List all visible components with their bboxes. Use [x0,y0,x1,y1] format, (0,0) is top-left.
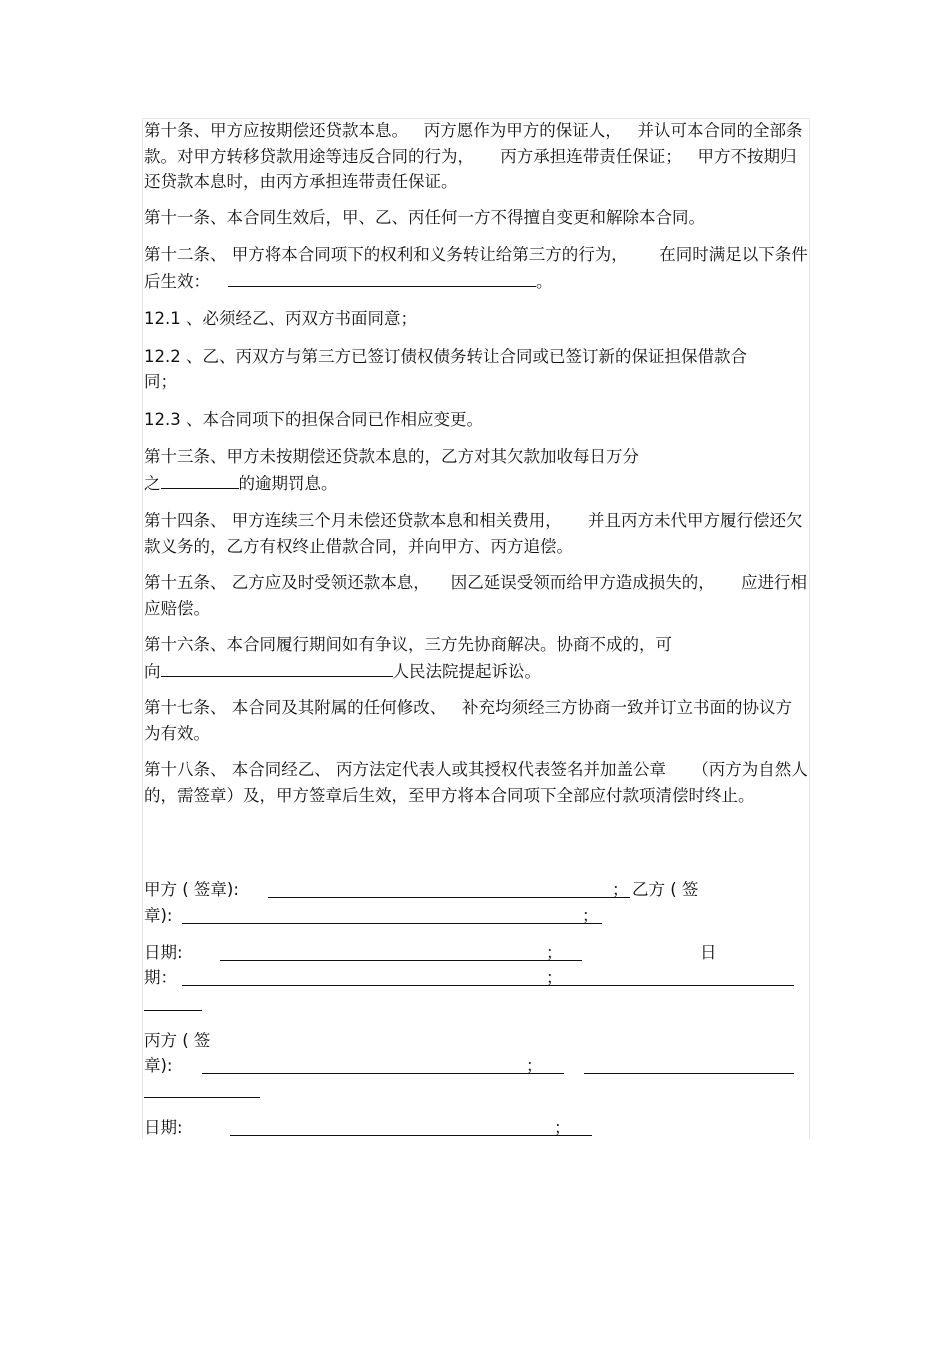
party-a-semicolon: ； [612,880,629,899]
article-12-blank [228,268,536,287]
date-a-semicolon: ； [546,943,563,962]
date-b-label-2: 期： [144,968,177,987]
party-c-signature-line [202,1073,564,1074]
contract-body [144,118,808,819]
date-a-label: 日期: [144,943,183,962]
article-12 [144,242,808,294]
party-a-signature-line [268,897,630,898]
party-c-semicolon: ； [526,1056,543,1075]
party-c-label-1: 丙方 ( 签 [144,1031,211,1050]
date-a-line [220,960,582,961]
article-12-text: 第十二条、 甲方将本合同项下的权利和义务转让给第三方的行为， 在同时满足以下条件后生效： [144,245,808,291]
clause-12-2: 12.2 、乙、丙双方与第三方已签订债权债务转让合同或已签订新的保证担保借款合同； [144,346,747,391]
date-b-semicolon: ； [546,968,563,987]
party-c-extra-line-continued [144,1097,260,1098]
article-11: 第十一条、本合同生效后，甲、乙、丙任何一方不得擅自变更和解除本合同。 [144,207,705,227]
article-13-suffix: 的逾期罚息。 [238,473,338,493]
article-13-text: 第十三条、甲方未按期偿还贷款本息的，乙方对其欠款加收每日万分 [144,447,639,466]
date-b-line [182,985,794,986]
article-16 [144,632,808,684]
date-c-semicolon: ； [554,1118,571,1137]
date-b-label-1: 日 [700,943,717,962]
article-16-text: 第十六条、本合同履行期间如有争议，三方先协商解决。协商不成的，可 [144,635,672,654]
party-b-semicolon: ； [582,906,599,925]
article-16-suffix: 人民法院提起诉讼。 [392,661,541,681]
article-10: 第十条、甲方应按期偿还贷款本息。 丙方愿作为甲方的保证人， 并认可本合同的全部条款。对甲方转移贷款用途等违反合同的行为， 丙方承担连带责任保证； 甲方不按期归还贷款本息时，由丙方承担连带责任保证。 [144,121,803,191]
party-b-label-2: 章): [144,906,173,925]
article-14: 第十四条、 甲方连续三个月未偿还贷款本息和相关费用， 并且丙方未代甲方履行偿还欠款义务的，乙方有权终止借款合同，并向甲方、丙方追偿。 [144,511,803,556]
date-c-label: 日期: [144,1118,183,1137]
article-16-blank [161,658,393,677]
date-c-line [230,1135,592,1136]
article-17: 第十七条、 本合同及其附属的任何修改、 补充均须经三方协商一致并订立书面的协议方为有效。 [144,698,792,743]
party-c-label-2: 章): [144,1056,173,1075]
party-c-extra-line [584,1073,794,1074]
article-15: 第十五条、 乙方应及时受领还款本息， 因乙延误受领而给甲方造成损失的， 应进行相应赔偿。 [144,573,807,618]
clause-12-3: 12.3 、本合同项下的担保合同已作相应变更。 [144,409,483,429]
article-12-end: 。 [536,271,553,291]
party-b-label-1: 乙方 ( 签 [632,880,699,899]
clause-12-1: 12.1 、必须经乙、丙双方书面同意； [144,309,417,328]
date-b-line-continued [144,1010,202,1011]
article-18: 第十八条、 本合同经乙、 丙方法定代表人或其授权代表签名并加盖公章 （丙方为自然人的，需签章）及，甲方签章后生效，至甲方将本合同项下全部应付款项清偿时终止。 [144,760,808,805]
article-16-prefix: 向 [144,661,161,681]
article-13-blank [161,470,239,489]
party-a-label: 甲方 ( 签章): [144,880,239,899]
party-b-signature-line [182,923,602,924]
article-13 [144,444,808,496]
article-13-prefix: 之 [144,473,161,493]
